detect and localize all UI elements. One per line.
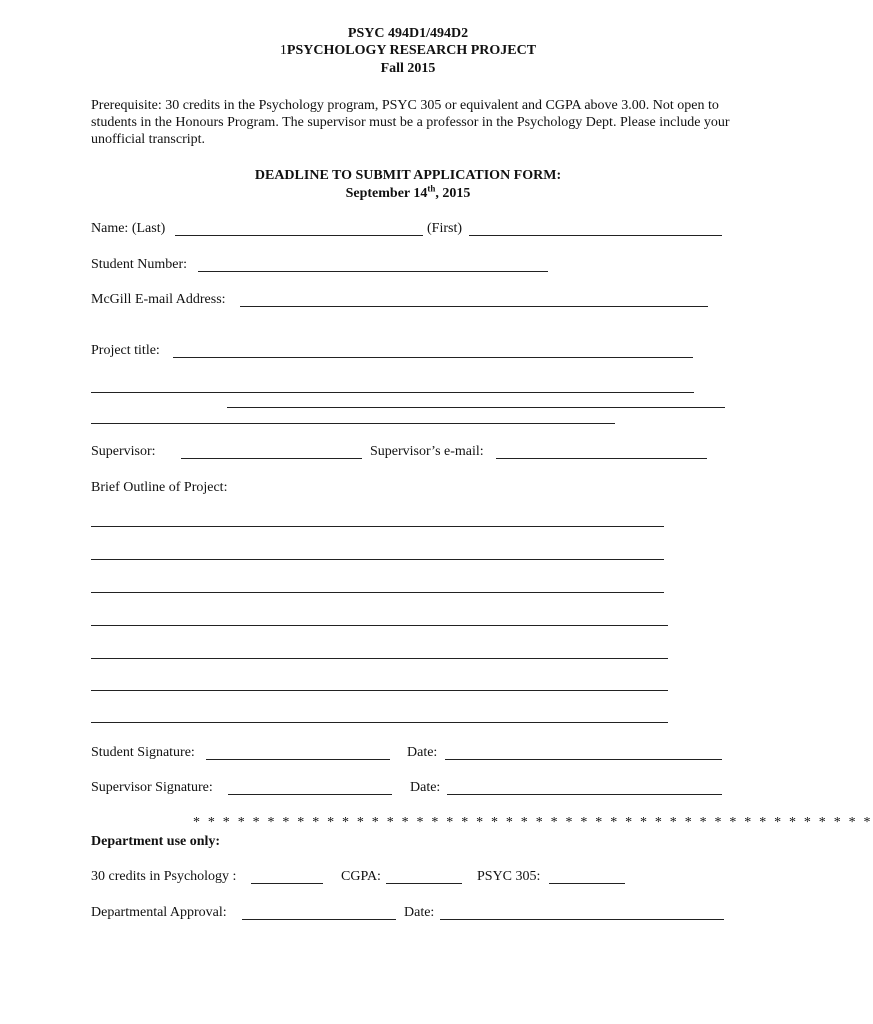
psyc305-line[interactable]	[549, 883, 625, 884]
supervisor-signature-line[interactable]	[228, 794, 392, 795]
supervisor-label: Supervisor:	[91, 444, 156, 459]
outline-line-6[interactable]	[91, 690, 668, 691]
departmental-approval-line[interactable]	[242, 919, 396, 920]
term: Fall 2015	[380, 61, 436, 76]
name-first-label: (First)	[427, 221, 462, 236]
student-signature-label: Student Signature:	[91, 745, 195, 760]
project-title-label: Project title:	[91, 343, 160, 358]
project-title-line-1[interactable]	[173, 357, 693, 358]
supervisor-signature-label: Supervisor Signature:	[91, 780, 213, 795]
heading-title: PSYCHOLOGY RESEARCH PROJECT	[286, 43, 537, 58]
deadline-date-sup: th	[427, 183, 436, 194]
supervisor-date-line[interactable]	[447, 794, 722, 795]
email-line[interactable]	[240, 306, 708, 307]
project-title-line-2[interactable]	[91, 392, 694, 393]
project-heading	[0, 43, 816, 59]
project-title-line-4[interactable]	[91, 423, 615, 424]
supervisor-line[interactable]	[181, 458, 362, 459]
outline-line-3[interactable]	[91, 592, 664, 593]
name-last-line[interactable]	[175, 235, 423, 236]
supervisor-email-label: Supervisor’s e-mail:	[370, 444, 484, 459]
outline-line-1[interactable]	[91, 526, 664, 527]
outline-line-4[interactable]	[91, 625, 668, 626]
separator-stars: * * * * * * * * * * * * * * * * * * * * * * * * * * * * * * * * * * * * * * * * * * * * * *	[193, 815, 873, 830]
brief-outline-label: Brief Outline of Project:	[91, 480, 228, 495]
student-number-line[interactable]	[198, 271, 548, 272]
student-number-label: Student Number:	[91, 257, 188, 272]
psyc305-label: PSYC 305:	[477, 869, 541, 884]
outline-line-5[interactable]	[91, 658, 668, 659]
deadline-title: DEADLINE TO SUBMIT APPLICATION FORM:	[254, 168, 562, 183]
supervisor-date-label: Date:	[410, 780, 441, 795]
name-last-label: Name: (Last)	[91, 221, 166, 236]
project-title-line-3[interactable]	[227, 407, 725, 408]
student-date-line[interactable]	[445, 759, 722, 760]
supervisor-email-line[interactable]	[496, 458, 707, 459]
department-date-line[interactable]	[440, 919, 724, 920]
course-code: PSYC 494D1/494D2	[347, 26, 469, 41]
deadline-date	[0, 183, 816, 202]
credits-label: 30 credits in Psychology :	[91, 869, 237, 884]
department-date-label: Date:	[404, 905, 435, 920]
credits-line[interactable]	[251, 883, 323, 884]
deadline-date-main: September 14	[345, 186, 428, 201]
cgpa-label: CGPA:	[341, 869, 381, 884]
department-use-title: Department use only:	[91, 834, 221, 849]
name-first-line[interactable]	[469, 235, 722, 236]
deadline-date-year: , 2015	[435, 186, 471, 201]
heading-prefix: 1	[279, 43, 287, 58]
outline-line-7[interactable]	[91, 722, 668, 723]
cgpa-line[interactable]	[386, 883, 462, 884]
departmental-approval-label: Departmental Approval:	[91, 905, 227, 920]
student-signature-line[interactable]	[206, 759, 390, 760]
student-date-label: Date:	[407, 745, 438, 760]
email-label: McGill E-mail Address:	[91, 292, 226, 307]
outline-line-2[interactable]	[91, 559, 664, 560]
prerequisite-text: Prerequisite: 30 credits in the Psychology program, PSYC 305 or equivalent and CGPA above 3.00. Not open to students in the Honours Program. The supervisor must be a professor in the Psychology Dept. Please include your unofficial transcript.	[91, 98, 730, 147]
